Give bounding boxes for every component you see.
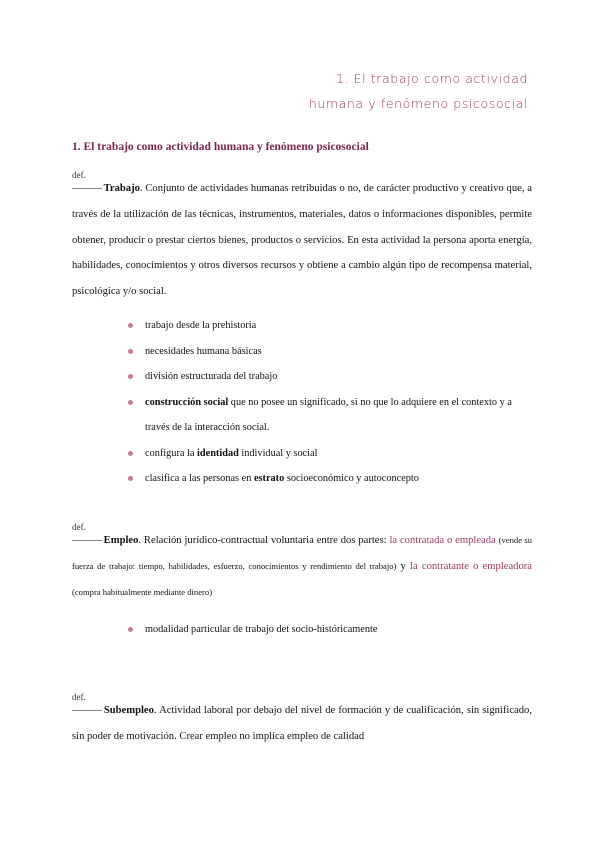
bullet-text: modalidad particular de trabajo det socio-históricamente xyxy=(145,624,378,635)
bullet-text: división estructurada del trabajo xyxy=(145,371,278,382)
bullet-bold: construcción social xyxy=(145,396,229,408)
list-item xyxy=(128,339,533,365)
bullet-bold: estrato xyxy=(253,473,285,484)
def-label-subempleo: def. xyxy=(72,692,86,702)
party-empleada: la contratada o empleada xyxy=(389,535,496,546)
term-empleo: Empleo xyxy=(103,535,139,546)
definition-trabajo xyxy=(72,176,532,305)
dash: ——— xyxy=(72,705,101,716)
list-item xyxy=(128,441,533,467)
conjunction: y xyxy=(396,560,411,572)
note-empleadora: (compra habitualmente mediante dinero) xyxy=(72,586,213,597)
bullet-text: necesidades humana básicas xyxy=(145,345,262,357)
text-empleo: . Relación jurídico-contractual voluntaria entre dos partes: xyxy=(138,535,390,546)
text-trabajo: . Conjunto de actividades humanas retribuidas o no, de carácter productivo y creativo que, a través de la utilización de las técnicas, instrumentos, materiales, datos o informaciones disponibles, permite obtener, producir o prestar ciertos bienes, productos o servicios. En esta actividad la persona aporta energía, habilidades, conocimientos y otros diversos recursos y obtiene a cambio algún tipo de recompensa material, psicológica y/o social. xyxy=(72,183,533,298)
list-item xyxy=(128,390,533,441)
party-empleadora: la contratante o empleadora xyxy=(410,560,533,572)
bullet-text: socioeconómico y autoconcepto xyxy=(284,473,419,484)
term-subempleo: Subempleo xyxy=(103,705,154,716)
section-title: 1. El trabajo como actividad humana y fenómeno psicosocial xyxy=(72,141,369,153)
bullet-text: individual y social xyxy=(238,447,318,459)
list-item xyxy=(128,466,533,492)
dash: ——— xyxy=(72,183,101,194)
bullet-list-trabajo xyxy=(128,313,533,492)
definition-empleo xyxy=(72,528,532,605)
list-item xyxy=(128,617,533,643)
list-item xyxy=(128,364,533,390)
bullet-text: configura la xyxy=(145,447,198,459)
header-line-2: humana y fenómeno psicosocial xyxy=(308,96,528,111)
bullet-list-empleo xyxy=(128,617,533,643)
def-label-empleo: def. xyxy=(72,522,86,532)
dash: ——— xyxy=(72,535,101,546)
header-line-1: 1. El trabajo como actividad xyxy=(335,71,528,86)
bullet-bold: identidad xyxy=(197,447,239,459)
list-item xyxy=(128,313,533,339)
bullet-text: que no posee un significado, si no que lo adquiere en el contexto y a través de la interacción social. xyxy=(145,396,512,433)
text-subempleo: . Actividad laboral por debajo del nivel de formación y de cualificación, sin significado, sin poder de motivación. Crear empleo no implica empleo de calidad xyxy=(72,705,532,742)
bullet-text: trabajo desde la prehistoria xyxy=(145,320,257,331)
definition-subempleo xyxy=(72,698,532,750)
note-empleada: (vende su fuerza de trabajo: tiempo, habilidades, esfuerzo, conocimientos y rendimiento del trabajo) xyxy=(72,535,533,571)
term-trabajo: Trabajo xyxy=(103,183,140,194)
bullet-text: clasifica a las personas en xyxy=(145,473,254,484)
def-label-trabajo: def. xyxy=(72,170,86,180)
